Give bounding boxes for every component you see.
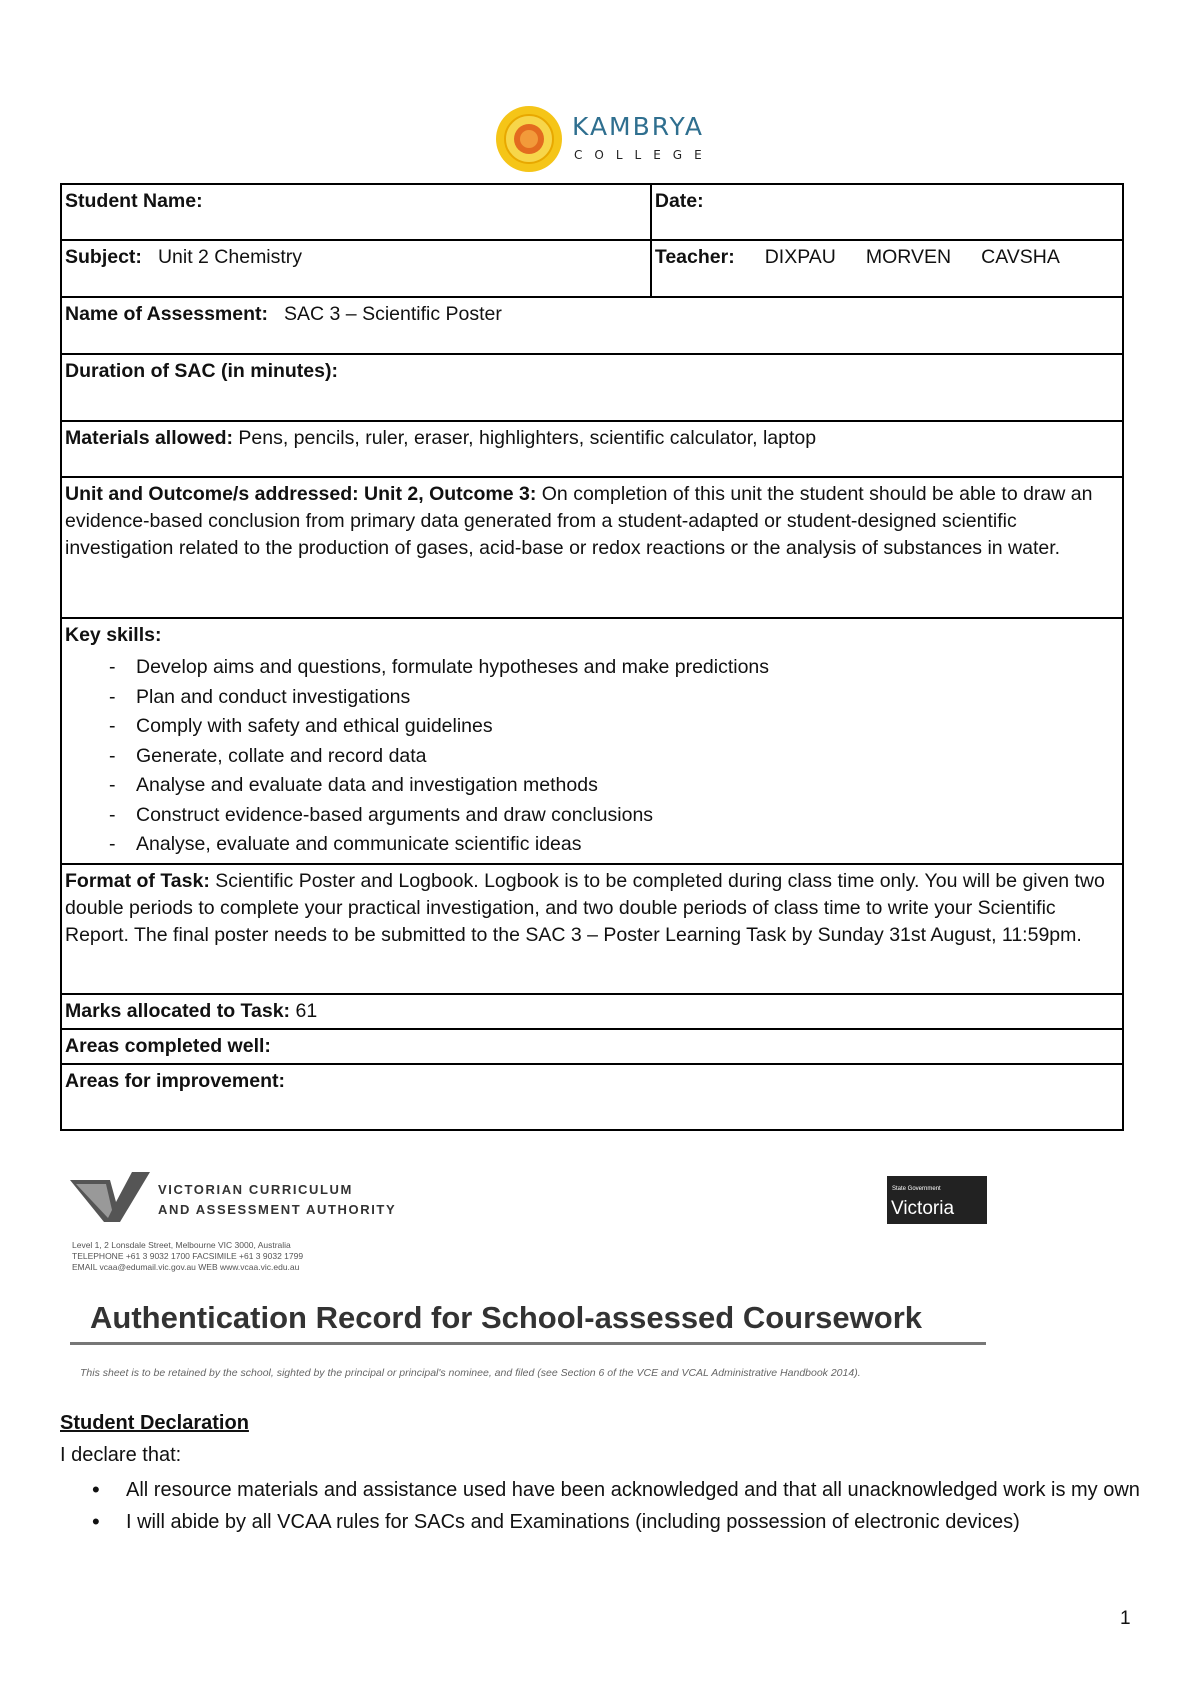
areas-well-label: Areas completed well:	[65, 1034, 271, 1057]
marks-value: 61	[295, 999, 318, 1022]
date-label: Date:	[654, 190, 704, 212]
areas-improve-label: Areas for improvement:	[65, 1069, 285, 1092]
key-skill-item: - Plan and conduct investigations	[109, 683, 1119, 713]
duration-cell[interactable]	[61, 354, 1123, 421]
key-skill-item: - Develop aims and questions, formulate hypotheses and make predictions	[109, 653, 1119, 683]
victoria-word: Victoria	[891, 1198, 955, 1219]
declaration-item: • All resource materials and assistance used have been acknowledged and that all unacknowledged work is my own	[60, 1474, 1160, 1506]
declaration-intro: I declare that:	[60, 1444, 182, 1466]
logo-name: KAMBRYA	[572, 112, 704, 141]
vcaa-name-line2: AND ASSESSMENT AUTHORITY	[158, 1202, 397, 1217]
row-outcome	[61, 477, 1123, 618]
page-number: 1	[1120, 1608, 1131, 1629]
key-skill-item: - Construct evidence-based arguments and draw conclusions	[109, 801, 1119, 831]
title-divider	[70, 1342, 986, 1345]
areas-well-cell[interactable]	[61, 1029, 1123, 1064]
subject-cell	[61, 240, 651, 297]
teacher-cell	[651, 240, 1123, 297]
authentication-note: This sheet is to be retained by the school, sighted by the principal or principal's nominee, and filed (see Section 6 of the VCE and VCAL Administrative Handbook 2014).	[80, 1367, 861, 1379]
row-marks	[61, 994, 1123, 1029]
row-areas-improve	[61, 1064, 1123, 1130]
key-skills-list	[65, 653, 1119, 860]
materials-cell	[61, 421, 1123, 477]
victoria-small-text: State Government	[892, 1186, 941, 1192]
teacher-label: Teacher:	[654, 246, 735, 268]
authentication-title: Authentication Record for School-assessed Coursework	[90, 1300, 923, 1335]
vcaa-header	[70, 1172, 400, 1282]
row-format	[61, 864, 1123, 994]
row-duration	[61, 354, 1123, 421]
declaration-list	[60, 1474, 1160, 1538]
row-assessment	[61, 297, 1123, 354]
areas-improve-cell[interactable]	[61, 1064, 1123, 1130]
row-key-skills	[61, 618, 1123, 864]
row-name-date	[61, 184, 1123, 240]
vcaa-tick-logo-icon	[70, 1172, 154, 1224]
outcome-value: On completion of this unit the student should be able to draw an evidence-based conclusion from primary data generated from a student-adapted or student-designed scientific investigation related to the production of gases, acid-base or redox reactions or the analysis of substances in water.	[65, 483, 1093, 559]
vcaa-email: EMAIL vcaa@edumail.vic.gov.au WEB www.vcaa.vic.edu.au	[72, 1262, 300, 1272]
declaration-heading: Student Declaration	[60, 1412, 249, 1434]
row-materials	[61, 421, 1123, 477]
outcome-label: Unit and Outcome/s addressed: Unit 2, Outcome 3:	[65, 483, 537, 505]
key-skill-item: - Analyse and evaluate data and investigation methods	[109, 771, 1119, 801]
date-cell[interactable]	[651, 184, 1123, 240]
assessment-label: Name of Assessment:	[65, 303, 269, 325]
format-label: Format of Task:	[65, 869, 210, 892]
key-skill-item: - Analyse, evaluate and communicate scientific ideas	[109, 830, 1119, 860]
materials-label: Materials allowed:	[65, 427, 233, 449]
vcaa-phone: TELEPHONE +61 3 9032 1700 FACSIMILE +61 3 9032 1799	[72, 1251, 304, 1261]
assessment-cell	[61, 297, 1123, 354]
key-skills-label: Key skills:	[65, 624, 162, 646]
teacher-3: CAVSHA	[981, 246, 1060, 268]
key-skills-cell	[61, 618, 1123, 864]
key-skill-item: - Comply with safety and ethical guidelines	[109, 712, 1119, 742]
materials-value: Pens, pencils, ruler, eraser, highlighters, scientific calculator, laptop	[238, 427, 817, 449]
assessment-table	[60, 183, 1124, 1131]
student-name-cell[interactable]	[61, 184, 651, 240]
row-subject-teacher	[61, 240, 1123, 297]
teacher-1: DIXPAU	[764, 246, 836, 268]
marks-label: Marks allocated to Task:	[65, 999, 291, 1022]
victoria-logo	[887, 1176, 987, 1224]
outcome-cell	[61, 477, 1123, 618]
format-value: Scientific Poster and Logbook. Logbook is to be completed during class time only. You will be given two double periods to complete your practical investigation, and two double periods of class time to write your Scientific Report. The final poster needs to be submitted to the SAC 3 – Poster Learning Task by Sunday 31st August, 11:59pm.	[65, 869, 1105, 946]
vcaa-address: Level 1, 2 Lonsdale Street, Melbourne VIC 3000, Australia	[72, 1240, 291, 1250]
assessment-value: SAC 3 – Scientific Poster	[284, 303, 502, 325]
duration-label: Duration of SAC (in minutes):	[65, 360, 338, 382]
teacher-2: MORVEN	[865, 246, 952, 268]
format-cell	[61, 864, 1123, 994]
subject-label: Subject:	[65, 246, 142, 268]
student-name-label: Student Name:	[65, 190, 203, 212]
subject-value: Unit 2 Chemistry	[157, 246, 303, 268]
vcaa-name-line1: VICTORIAN CURRICULUM	[158, 1182, 353, 1197]
kambrya-college-logo	[494, 104, 726, 174]
sun-logo-icon	[494, 104, 564, 174]
logo-subtitle: COLLEGE	[574, 148, 714, 162]
declaration-item: • I will abide by all VCAA rules for SACs and Examinations (including possession of electronic devices)	[60, 1506, 1160, 1538]
row-areas-well	[61, 1029, 1123, 1064]
marks-cell	[61, 994, 1123, 1029]
key-skill-item: - Generate, collate and record data	[109, 742, 1119, 772]
